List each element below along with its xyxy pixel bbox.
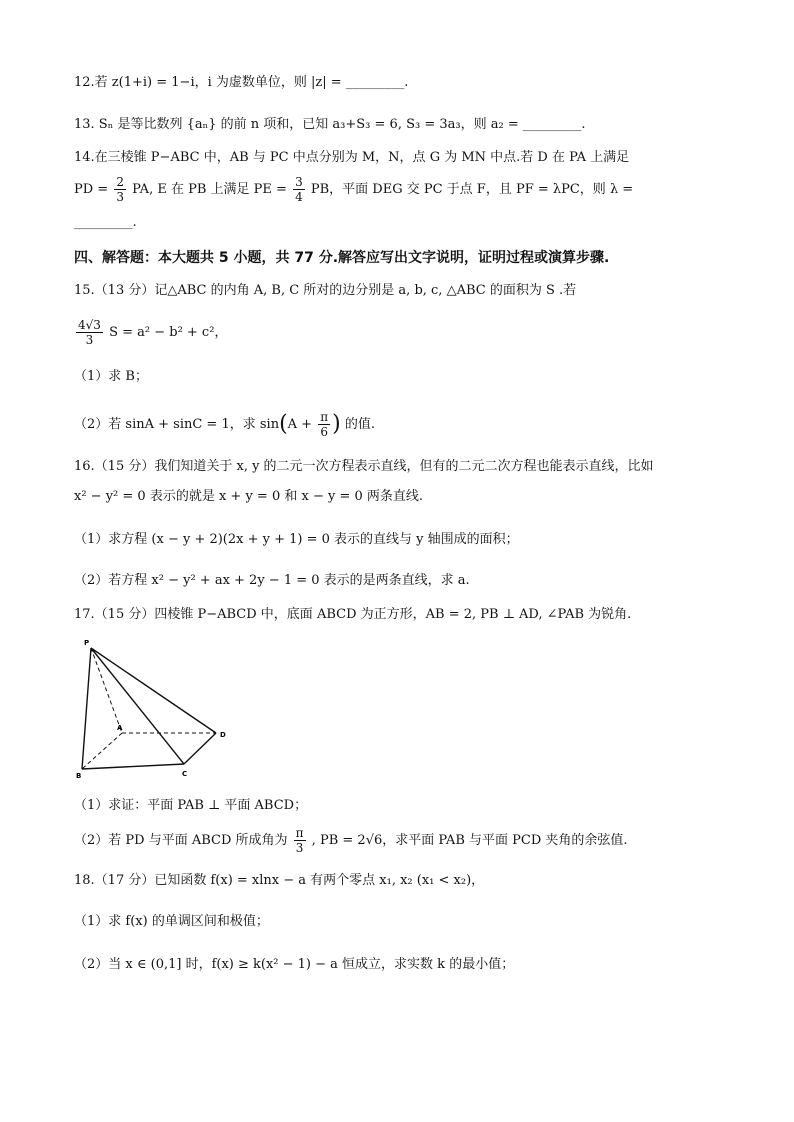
fraction-two-thirds: $\frac{2}{3}$ bbox=[116, 175, 124, 204]
question-12: 12.若 z(1+i) = 1−i，i 为虚数单位，则 |z| = _________. bbox=[74, 75, 409, 90]
fraction-pi-over-three: $\frac{\pi}{3}$ bbox=[295, 826, 304, 855]
part-2-angle: A + bbox=[287, 417, 313, 432]
question-14-text-b: PA, E 在 PB 上满足 PE = bbox=[132, 182, 287, 197]
label-d: D bbox=[220, 731, 226, 739]
edge-cd bbox=[184, 733, 216, 764]
question-18-part-1: （1）求 f(x) 的单调区间和极值； bbox=[74, 914, 269, 929]
label-c: C bbox=[182, 770, 188, 778]
part-2-text: （2）若 PD 与平面 ABCD 所成角为 bbox=[74, 833, 288, 848]
vector-pd: PD = bbox=[74, 182, 109, 197]
question-13: 13. Sₙ 是等比数列 {aₙ} 的前 n 项和，已知 a₃+S₃ = 6, S₃ = 3a₃，则 a₂ = _________. bbox=[74, 117, 586, 132]
question-17-part-2 bbox=[74, 826, 628, 855]
question-15-line-1: 15.（13 分）记△ABC 的内角 A, B, C 所对的边分别是 a, b, c, △ABC 的面积为 S .若 bbox=[74, 283, 577, 298]
question-16-line-2: x² − y² = 0 表示的就是 x + y = 0 和 x − y = 0 两条直线. bbox=[74, 489, 424, 504]
question-14-blank: _________. bbox=[74, 215, 137, 230]
question-18-part-2: （2）当 x ∈ (0,1] 时，f(x) ≥ k(x² − 1) − a 恒成立，求实数 k 的最小值； bbox=[74, 957, 515, 972]
question-17-line-1: 17.（15 分）四棱锥 P−ABCD 中，底面 ABCD 为正方形，AB = 2, PB ⊥ AD, ∠PAB 为锐角. bbox=[74, 607, 632, 622]
pyramid-figure bbox=[74, 636, 244, 786]
question-18-line-1: 18.（17 分）已知函数 f(x) = xlnx − a 有两个零点 x₁, x₂ (x₁ < x₂)， bbox=[74, 873, 485, 888]
edge-pc bbox=[91, 648, 184, 764]
fraction-pi-over-six: $\frac{\pi}{6}$ bbox=[320, 410, 329, 439]
edge-pa bbox=[91, 648, 122, 733]
edge-ab bbox=[82, 733, 122, 769]
question-16-line-1: 16.（15 分）我们知道关于 x, y 的二元一次方程表示直线，但有的二元二次方程也能表示直线，比如 bbox=[74, 459, 654, 474]
part-2-tail: , PB = 2√6，求平面 PAB 与平面 PCD 夹角的余弦值. bbox=[311, 833, 628, 848]
question-17-part-1: （1）求证：平面 PAB ⊥ 平面 ABCD； bbox=[74, 798, 308, 813]
label-b: B bbox=[76, 772, 82, 780]
question-14-line-2 bbox=[74, 175, 633, 204]
equation-text: S = a² − b² + c²， bbox=[109, 325, 228, 340]
fraction-three-quarters: $\frac{3}{4}$ bbox=[295, 175, 303, 204]
edge-pb bbox=[82, 648, 91, 769]
fraction-four-root-three-over-three: $\frac{4√3}{3}$ bbox=[78, 318, 101, 347]
label-p: P bbox=[84, 639, 90, 647]
part-2-tail: 的值. bbox=[344, 417, 375, 432]
section-heading: 四、解答题：本大题共 5 小题，共 77 分.解答应写出文字说明，证明过程或演算步骤. bbox=[74, 250, 610, 266]
question-16-part-2: （2）若方程 x² − y² + ax + 2y − 1 = 0 表示的是两条直线，求 a. bbox=[74, 573, 470, 588]
edge-bc bbox=[82, 764, 184, 769]
label-a: A bbox=[117, 724, 123, 732]
part-2-text: （2）若 sinA + sinC = 1，求 sin bbox=[74, 417, 280, 432]
question-15-part-2: （2）若 sinA + sinC = 1，求 sin(A + $\frac{\pi}{6}$ ) 的值. bbox=[74, 410, 375, 439]
question-15-equation bbox=[74, 318, 227, 347]
question-14-line-1: 14.在三棱锥 P−ABC 中，AB 与 PC 中点分别为 M，N，点 G 为 MN 中点.若 D 在 PA 上满足 bbox=[74, 150, 630, 165]
edge-pd bbox=[91, 648, 216, 733]
question-16-part-1: （1）求方程 (x − y + 2)(2x + y + 1) = 0 表示的直线与 y 轴围成的面积； bbox=[74, 532, 519, 547]
question-15-part-1: （1）求 B； bbox=[74, 369, 148, 384]
question-14-text-c: PB，平面 DEG 交 PC 于点 F，且 PF = λPC，则 λ = bbox=[310, 182, 634, 197]
